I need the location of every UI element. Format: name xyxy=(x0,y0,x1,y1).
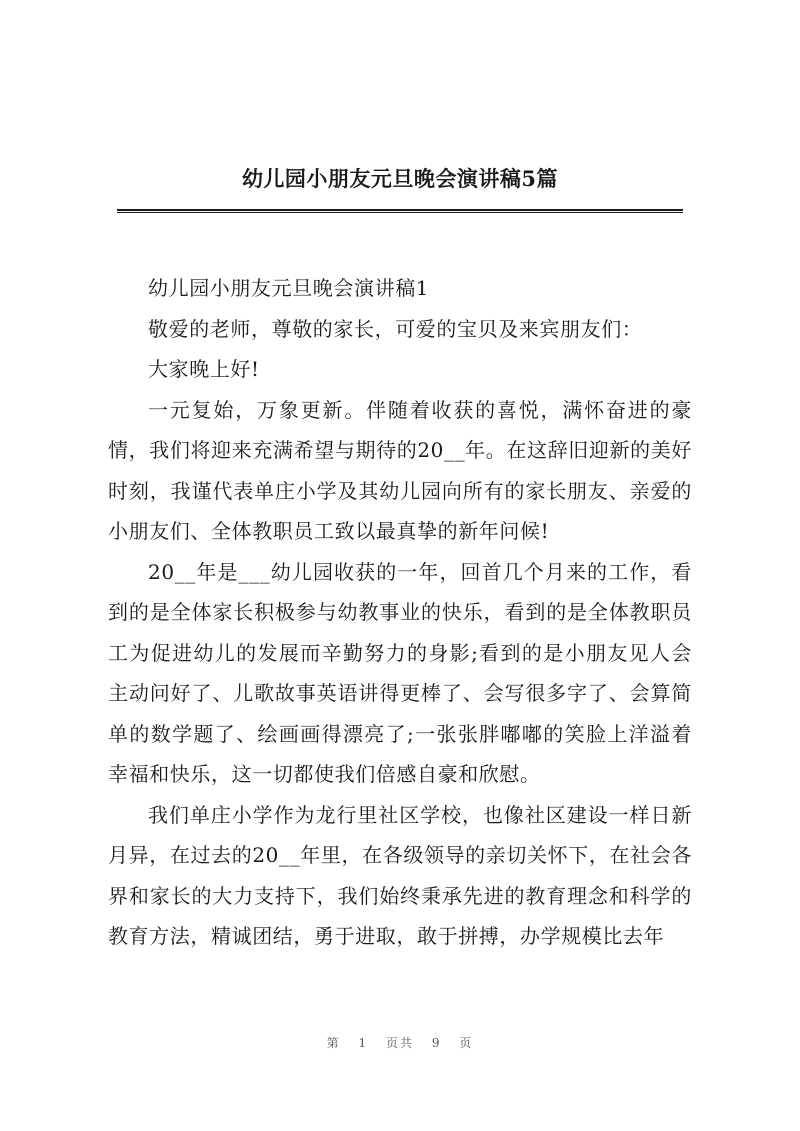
total-pages-number: 9 xyxy=(431,1036,442,1050)
body-paragraph: 一元复始，万象更新。伴随着收获的喜悦，满怀奋进的豪情，我们将迎来充满希望与期待的20__年。在这辞旧迎新的美好时刻，我谨代表单庄小学及其幼儿园向所有的家长朋友、亲爱的小朋友们、全体教职员工致以最真挚的新年问候! xyxy=(108,397,692,543)
page-label-mid: 页共 xyxy=(385,1036,414,1050)
section-heading: 幼儿园小朋友元旦晚会演讲稿1 xyxy=(148,276,430,300)
body-paragraph: 我们单庄小学作为龙行里社区学校，也像社区建设一样日新月异，在过去的20__年里，在各级领导的亲切关怀下，在社会各界和家长的大力支持下，我们始终秉承先进的教育理念和科学的教育方法，精诚团结，勇于进取，敢于拼搏，办学规模比去年 xyxy=(108,802,692,948)
greeting: 大家晚上好! xyxy=(148,357,260,381)
current-page-number: 1 xyxy=(358,1036,369,1050)
document-title: 幼儿园小朋友元旦晚会演讲稿5篇 xyxy=(241,166,559,191)
document-body xyxy=(108,268,692,957)
page-label-prefix: 第 xyxy=(326,1036,341,1050)
page-label-suffix: 页 xyxy=(459,1036,474,1050)
title-divider xyxy=(117,209,683,213)
salutation: 敬爱的老师，尊敬的家长，可爱的宝贝及来宾朋友们： xyxy=(148,316,643,341)
page-footer xyxy=(0,1034,800,1051)
body-paragraph: 20__年是___幼儿园收获的一年，回首几个月来的工作，看到的是全体家长积极参与幼教事业的快乐，看到的是全体教职员工为促进幼儿的发展而辛勤努力的身影;看到的是小朋友见人会主动问好了、儿歌故事英语讲得更棒了、会写很多字了、会算简单的数学题了、绘画画得漂亮了;一张张胖嘟嘟的笑脸上洋溢着幸福和快乐，这一切都使我们倍感自豪和欣慰。 xyxy=(108,559,692,786)
